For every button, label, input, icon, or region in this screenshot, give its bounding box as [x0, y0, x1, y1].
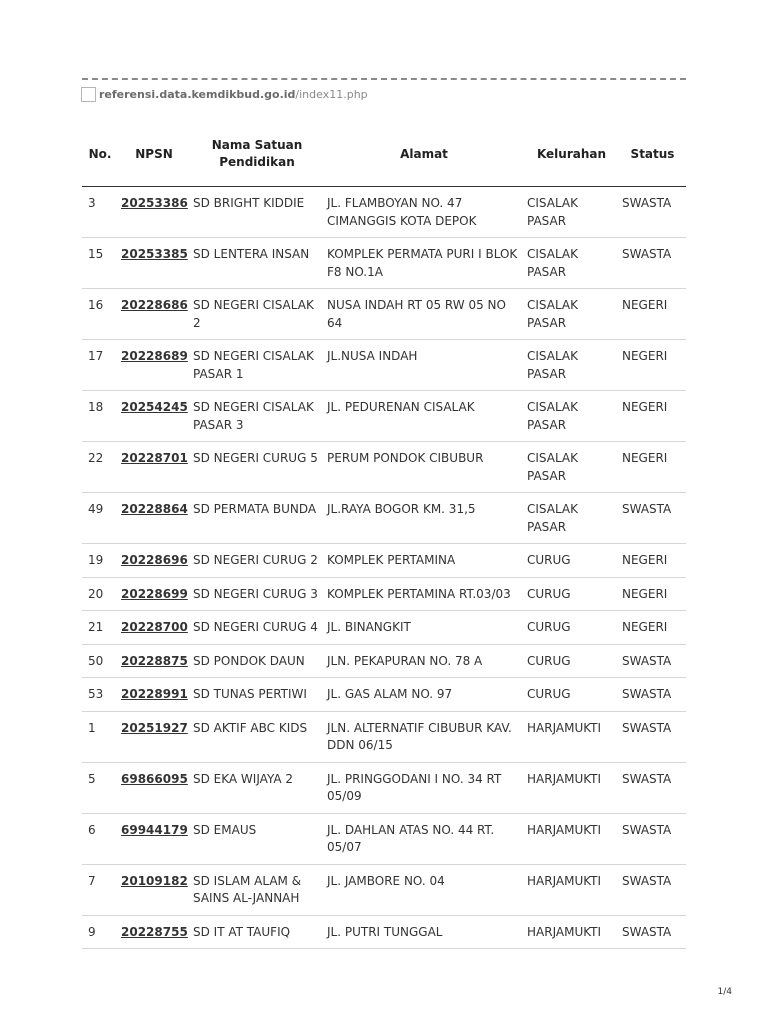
npsn-link[interactable]: 20228875 [121, 653, 188, 668]
cell-no: 15 [82, 238, 118, 289]
cell-kelurahan: CISALAK PASAR [524, 442, 619, 493]
cell-status: NEGERI [619, 289, 686, 340]
cell-alamat: JL. GAS ALAM NO. 97 [324, 678, 524, 712]
cell-kelurahan: CISALAK PASAR [524, 340, 619, 391]
header-nama-satuan-pendidikan: Nama Satuan Pendidikan [190, 122, 324, 187]
cell-no: 16 [82, 289, 118, 340]
cell-npsn[interactable] [118, 391, 190, 442]
cell-nama: SD NEGERI CISALAK PASAR 1 [190, 340, 324, 391]
cell-no: 53 [82, 678, 118, 712]
npsn-link[interactable]: 69866095 [121, 771, 188, 786]
cell-status: SWASTA [619, 864, 686, 915]
cell-npsn[interactable] [118, 442, 190, 493]
cell-npsn[interactable] [118, 813, 190, 864]
cell-kelurahan: HARJAMUKTI [524, 915, 619, 949]
cell-alamat: JL.RAYA BOGOR KM. 31,5 [324, 493, 524, 544]
table-row [82, 711, 686, 762]
cell-nama: SD NEGERI CURUG 5 [190, 442, 324, 493]
cell-kelurahan: CISALAK PASAR [524, 493, 619, 544]
cell-nama: SD NEGERI CURUG 3 [190, 577, 324, 611]
npsn-link[interactable]: 20109182 [121, 873, 188, 888]
header-kelurahan: Kelurahan [524, 122, 619, 187]
table-row [82, 678, 686, 712]
cell-nama: SD PONDOK DAUN [190, 644, 324, 678]
cell-npsn[interactable] [118, 187, 190, 238]
cell-npsn[interactable] [118, 238, 190, 289]
table-row [82, 915, 686, 949]
table-row [82, 493, 686, 544]
cell-status: NEGERI [619, 340, 686, 391]
cell-alamat: JLN. ALTERNATIF CIBUBUR KAV. DDN 06/15 [324, 711, 524, 762]
table-row [82, 644, 686, 678]
cell-status: NEGERI [619, 544, 686, 578]
npsn-link[interactable]: 20253385 [121, 247, 188, 261]
cell-npsn[interactable] [118, 493, 190, 544]
cell-no: 3 [82, 187, 118, 238]
cell-no: 1 [82, 711, 118, 762]
cell-alamat: JL. DAHLAN ATAS NO. 44 RT. 05/07 [324, 813, 524, 864]
header-status: Status [619, 122, 686, 187]
npsn-link[interactable]: 20228864 [121, 502, 188, 516]
cell-npsn[interactable] [118, 611, 190, 645]
cell-alamat: JL. PUTRI TUNGGAL [324, 915, 524, 949]
cell-kelurahan: HARJAMUKTI [524, 762, 619, 813]
header-no: No. [82, 122, 118, 187]
cell-no: 18 [82, 391, 118, 442]
npsn-link[interactable]: 20228700 [121, 620, 188, 634]
npsn-link[interactable]: 20251927 [121, 720, 188, 735]
cell-npsn[interactable] [118, 915, 190, 949]
table-row [82, 864, 686, 915]
cell-alamat: KOMPLEK PERTAMINA RT.03/03 [324, 577, 524, 611]
table-row [82, 340, 686, 391]
npsn-link[interactable]: 20228686 [121, 298, 188, 312]
cell-nama: SD NEGERI CURUG 2 [190, 544, 324, 578]
cell-no: 6 [82, 813, 118, 864]
cell-status: NEGERI [619, 611, 686, 645]
cell-kelurahan: HARJAMUKTI [524, 864, 619, 915]
cell-nama: SD NEGERI CURUG 4 [190, 611, 324, 645]
cell-kelurahan: CISALAK PASAR [524, 187, 619, 238]
cell-nama: SD BRIGHT KIDDIE [190, 187, 324, 238]
table-row [82, 544, 686, 578]
cell-alamat: JL. FLAMBOYAN NO. 47 CIMANGGIS KOTA DEPOK [324, 187, 524, 238]
cell-alamat: JL. PEDURENAN CISALAK [324, 391, 524, 442]
cell-status: NEGERI [619, 577, 686, 611]
cell-no: 7 [82, 864, 118, 915]
table-header-row [82, 122, 686, 187]
cell-npsn[interactable] [118, 644, 190, 678]
cell-no: 19 [82, 544, 118, 578]
cell-status: SWASTA [619, 762, 686, 813]
cell-status: SWASTA [619, 187, 686, 238]
cell-alamat: JL. PRINGGODANI I NO. 34 RT 05/09 [324, 762, 524, 813]
cell-status: SWASTA [619, 238, 686, 289]
npsn-link[interactable]: 20228696 [121, 553, 188, 567]
table-row [82, 442, 686, 493]
cell-status: SWASTA [619, 813, 686, 864]
school-table [82, 122, 686, 949]
npsn-link[interactable]: 20228699 [121, 586, 188, 601]
header-alamat: Alamat [324, 122, 524, 187]
cell-nama: SD LENTERA INSAN [190, 238, 324, 289]
cell-nama: SD NEGERI CISALAK 2 [190, 289, 324, 340]
cell-nama: SD PERMATA BUNDA [190, 493, 324, 544]
table-row [82, 187, 686, 238]
cell-status: SWASTA [619, 678, 686, 712]
cell-no: 17 [82, 340, 118, 391]
cell-no: 50 [82, 644, 118, 678]
npsn-link[interactable]: 20254245 [121, 400, 188, 414]
npsn-link[interactable]: 69944179 [121, 822, 188, 837]
cell-nama: SD AKTIF ABC KIDS [190, 711, 324, 762]
cell-alamat: NUSA INDAH RT 05 RW 05 NO 64 [324, 289, 524, 340]
cell-nama: SD IT AT TAUFIQ [190, 915, 324, 949]
cell-kelurahan: HARJAMUKTI [524, 711, 619, 762]
cell-npsn[interactable] [118, 289, 190, 340]
table-row [82, 611, 686, 645]
table-row [82, 813, 686, 864]
cell-npsn[interactable] [118, 762, 190, 813]
cell-status: NEGERI [619, 442, 686, 493]
cell-kelurahan: CURUG [524, 611, 619, 645]
cell-npsn[interactable] [118, 340, 190, 391]
page-number: 1/4 [717, 987, 732, 997]
cell-npsn[interactable] [118, 544, 190, 578]
header-npsn: NPSN [118, 122, 190, 187]
cell-kelurahan: CISALAK PASAR [524, 289, 619, 340]
url-breadcrumb[interactable] [81, 85, 368, 103]
cell-alamat: JL.NUSA INDAH [324, 340, 524, 391]
cell-kelurahan: CURUG [524, 577, 619, 611]
table-row [82, 238, 686, 289]
cell-alamat: PERUM PONDOK CIBUBUR [324, 442, 524, 493]
cell-nama: SD TUNAS PERTIWI [190, 678, 324, 712]
cell-nama: SD EKA WIJAYA 2 [190, 762, 324, 813]
cell-alamat: KOMPLEK PERMATA PURI I BLOK F8 NO.1A [324, 238, 524, 289]
cell-status: SWASTA [619, 711, 686, 762]
npsn-link[interactable]: 20228991 [121, 687, 188, 701]
table-row [82, 391, 686, 442]
cell-nama: SD NEGERI CISALAK PASAR 3 [190, 391, 324, 442]
cell-nama: SD ISLAM ALAM & SAINS AL-JANNAH [190, 864, 324, 915]
cell-kelurahan: CURUG [524, 678, 619, 712]
cell-no: 22 [82, 442, 118, 493]
cell-npsn[interactable] [118, 711, 190, 762]
table-row [82, 762, 686, 813]
cell-npsn[interactable] [118, 864, 190, 915]
cell-no: 20 [82, 577, 118, 611]
cell-alamat: JLN. PEKAPURAN NO. 78 A [324, 644, 524, 678]
cell-kelurahan: CISALAK PASAR [524, 391, 619, 442]
npsn-link[interactable]: 20228689 [121, 349, 188, 363]
table-row [82, 289, 686, 340]
cell-kelurahan: HARJAMUKTI [524, 813, 619, 864]
cell-nama: SD EMAUS [190, 813, 324, 864]
cell-alamat: JL. BINANGKIT [324, 611, 524, 645]
cell-kelurahan: CURUG [524, 644, 619, 678]
cell-alamat: JL. JAMBORE NO. 04 [324, 864, 524, 915]
url-path[interactable]: /index11.php [295, 87, 368, 101]
table-body [82, 187, 686, 949]
cell-status: SWASTA [619, 644, 686, 678]
cell-npsn[interactable] [118, 678, 190, 712]
cell-status: NEGERI [619, 391, 686, 442]
cell-kelurahan: CURUG [524, 544, 619, 578]
cell-status: SWASTA [619, 915, 686, 949]
url-host[interactable]: referensi.data.kemdikbud.go.id [99, 87, 296, 101]
cell-no: 5 [82, 762, 118, 813]
table-row [82, 577, 686, 611]
cell-npsn[interactable] [118, 577, 190, 611]
npsn-link[interactable]: 20228755 [121, 924, 188, 939]
npsn-link[interactable]: 20228701 [121, 451, 188, 465]
cell-kelurahan: CISALAK PASAR [524, 238, 619, 289]
cell-status: SWASTA [619, 493, 686, 544]
favicon-icon [81, 87, 96, 102]
cell-no: 49 [82, 493, 118, 544]
npsn-link[interactable]: 20253386 [121, 196, 188, 210]
cell-alamat: KOMPLEK PERTAMINA [324, 544, 524, 578]
page-header-divider [82, 78, 686, 80]
cell-no: 21 [82, 611, 118, 645]
cell-no: 9 [82, 915, 118, 949]
